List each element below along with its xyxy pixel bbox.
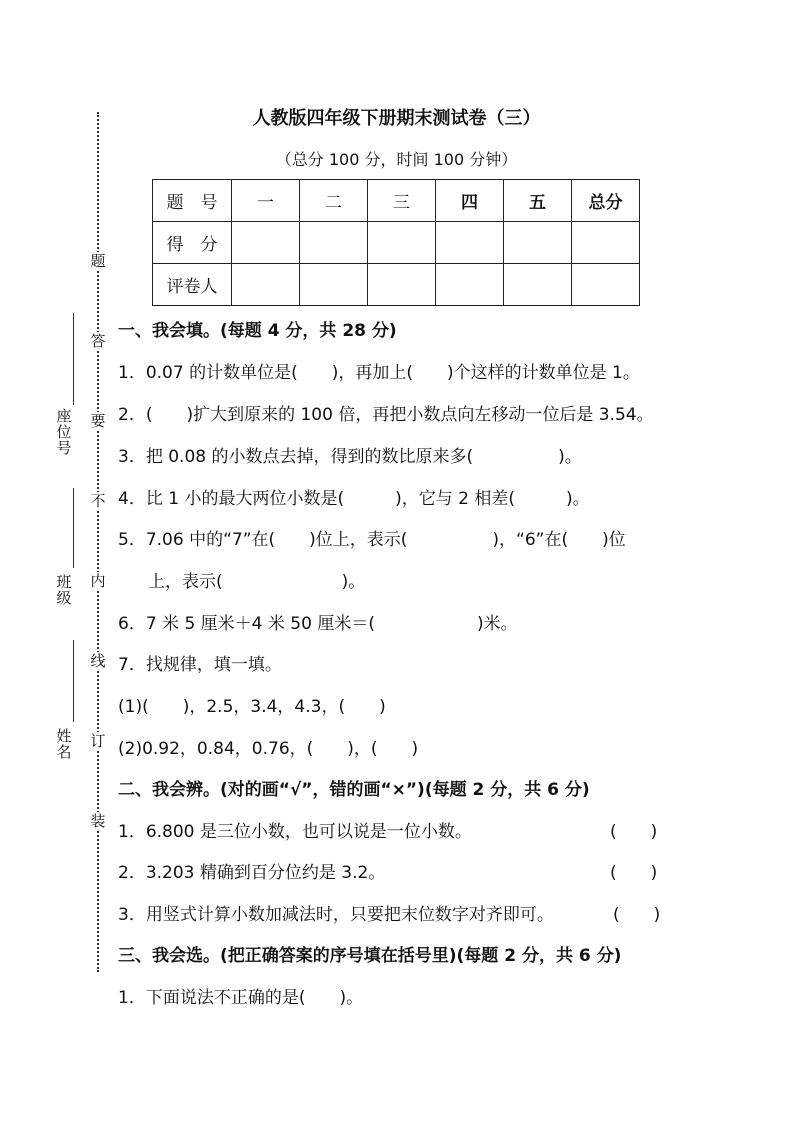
score-row [153,222,640,264]
column-label: 四 [436,180,504,222]
column-label: 三 [368,180,436,222]
class-label: 班级 [56,573,72,607]
exam-subtitle: （总分 100 分，时间 100 分钟） [275,150,518,169]
grader-cell[interactable] [300,264,368,306]
score-cell[interactable] [572,222,640,264]
judgement-question: 1．6.800 是三位小数，也可以说是一位小数。 [118,822,472,842]
column-label: 五 [504,180,572,222]
column-label: 总分 [572,180,640,222]
question-line: 1．0.07 的计数单位是( )，再加上( )个这样的计数单位是 1。 [118,363,640,383]
binding-char: 内 [90,572,106,590]
grader-cell[interactable] [436,264,504,306]
grader-cell[interactable] [572,264,640,306]
judgement-answer-blank[interactable]: ( ) [610,863,658,883]
question-line: 2．( )扩大到原来的 100 倍，再把小数点向左移动一位后是 3.54。 [118,405,654,425]
column-label: 二 [300,180,368,222]
judgement-answer-blank[interactable]: ( ) [610,822,658,842]
class-line [73,488,74,568]
question-line: 5．7.06 中的“7”在( )位上，表示( )，“6”在( )位 [118,530,626,550]
score-cell[interactable] [368,222,436,264]
judgement-question: 3．用竖式计算小数加减法时，只要把末位数字对齐即可。 [118,905,554,925]
seat-number-line [73,313,74,405]
score-cell[interactable] [300,222,368,264]
score-cell[interactable] [232,222,300,264]
binding-char: 装 [90,812,106,830]
score-cell[interactable] [436,222,504,264]
binding-char: 不 [90,492,106,510]
question-line: 3．把 0.08 的小数点去掉，得到的数比原来多( )。 [118,447,582,467]
row-label: 评卷人 [153,264,232,306]
score-table-header-row [153,180,640,222]
section-heading: 二、我会辨。(对的画“√”，错的画“×”)(每题 2 分，共 6 分) [118,780,590,800]
section-heading: 三、我会选。(把正确答案的序号填在括号里)(每题 2 分，共 6 分) [118,946,622,966]
binding-char: 要 [90,412,106,430]
column-label: 一 [232,180,300,222]
score-table [152,179,640,306]
question-line: 6．7 米 5 厘米＋4 米 50 厘米＝( )米。 [118,614,518,634]
binding-char: 题 [90,252,106,270]
binding-dotted-line [97,112,99,972]
judgement-question: 2．3.203 精确到百分位约是 3.2。 [118,863,386,883]
grader-row [153,264,640,306]
column-label: 题 号 [153,180,232,222]
name-line [73,640,74,722]
score-cell[interactable] [504,222,572,264]
row-label: 得 分 [153,222,232,264]
binding-char: 订 [90,732,106,750]
question-line: 上，表示( )。 [148,572,366,592]
grader-cell[interactable] [368,264,436,306]
judgement-answer-blank[interactable]: ( ) [613,905,661,925]
section-heading: 一、我会填。(每题 4 分，共 28 分) [118,321,397,341]
question-line: 7．找规律，填一填。 [118,655,282,675]
exam-title: 人教版四年级下册期末测试卷（三） [252,108,541,129]
seat-number-label: 座位号 [56,407,72,457]
question-line: 4．比 1 小的最大两位小数是( )，它与 2 相差( )。 [118,489,590,509]
binding-char: 答 [90,332,106,350]
binding-char: 线 [90,652,106,670]
grader-cell[interactable] [232,264,300,306]
name-label: 姓名 [56,727,72,761]
question-line: (1)( )，2.5，3.4，4.3，( ) [118,697,386,717]
choice-question: 1．下面说法不正确的是( )。 [118,988,364,1008]
grader-cell[interactable] [504,264,572,306]
question-line: (2)0.92，0.84，0.76，( )，( ) [118,739,419,759]
